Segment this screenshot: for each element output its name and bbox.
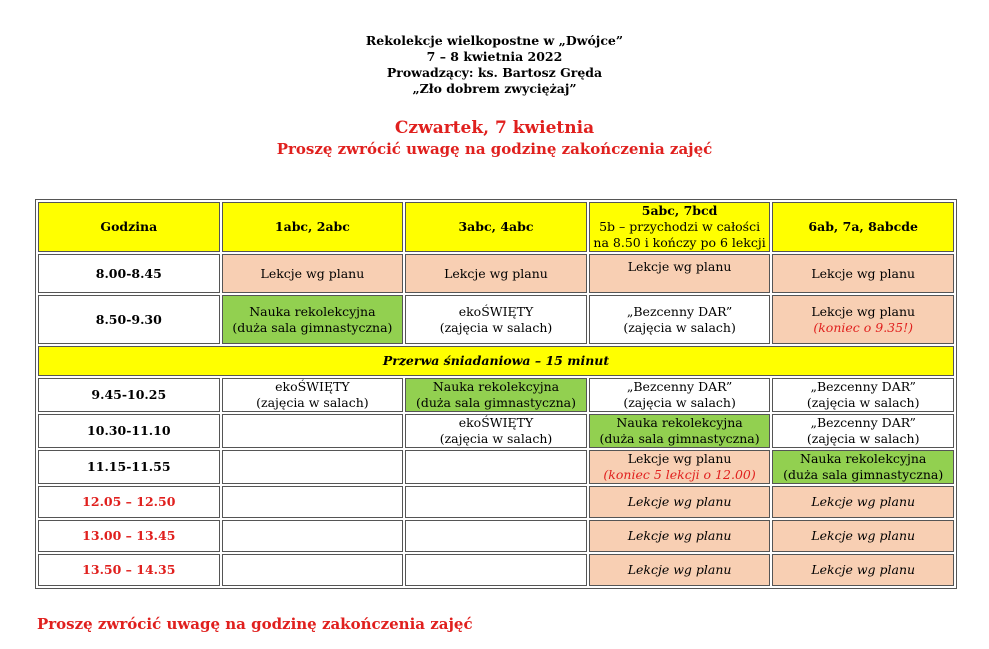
empty-cell <box>222 554 404 586</box>
lesson-cell: Lekcje wg planu <box>772 520 954 552</box>
break-row <box>38 346 954 376</box>
table-row <box>38 295 954 344</box>
table-row <box>38 486 954 518</box>
header-col3-classes: 5abc, 7bcd <box>641 203 718 218</box>
empty-cell <box>405 486 587 518</box>
lesson-cell: Lekcje wg planu <box>589 486 771 518</box>
time-cell: 8.00-8.45 <box>38 254 220 293</box>
activity-cell <box>405 295 587 344</box>
time-cell: 11.15-11.55 <box>38 450 220 484</box>
empty-cell <box>405 554 587 586</box>
table-row <box>38 450 954 484</box>
lesson-cell <box>772 295 954 344</box>
day-note: Proszę zwrócić uwagę na godzinę zakończenia zajęć <box>276 140 713 158</box>
cell-line: ekoŚWIĘTY <box>458 415 534 430</box>
table-row <box>38 254 954 293</box>
break-cell: Przerwa śniadaniowa – 15 minut <box>38 346 954 376</box>
retreat-cell <box>222 295 404 344</box>
retreat-cell <box>405 378 587 412</box>
header-time: Godzina <box>38 202 220 252</box>
end-time-note: (koniec o 9.35!) <box>813 319 913 335</box>
empty-cell <box>222 520 404 552</box>
table-row <box>38 378 954 412</box>
table-row <box>38 554 954 586</box>
cell-line: (duża sala gimnastyczna) <box>232 319 393 335</box>
cell-line: Nauka rekolekcyjna <box>800 451 927 466</box>
header-col1: 1abc, 2abc <box>222 202 404 252</box>
cell-line: (zajęcia w salach) <box>439 431 553 446</box>
time-cell: 8.50-9.30 <box>38 295 220 344</box>
empty-cell <box>405 520 587 552</box>
cell-line: „Bezcenny DAR” <box>810 415 916 430</box>
time-cell: 9.45-10.25 <box>38 378 220 412</box>
time-cell: 13.50 – 14.35 <box>38 554 220 586</box>
header-col4: 6ab, 7a, 8abcde <box>772 202 954 252</box>
cell-line: (zajęcia w salach) <box>256 395 369 410</box>
lesson-cell: Lekcje wg planu <box>772 486 954 518</box>
lesson-cell: Lekcje wg planu <box>405 254 587 293</box>
activity-cell <box>589 378 771 412</box>
time-cell: 10.30-11.10 <box>38 414 220 448</box>
footer-note: Proszę zwrócić uwagę na godzinę zakończenia zajęć <box>37 615 473 633</box>
cell-line: (zajęcia w salach) <box>439 319 553 335</box>
cell-line: „Bezcenny DAR” <box>810 379 916 394</box>
cell-line: Lekcje wg planu <box>811 303 916 319</box>
time-cell: 13.00 – 13.45 <box>38 520 220 552</box>
time-cell: 12.05 – 12.50 <box>38 486 220 518</box>
retreat-cell <box>772 450 954 484</box>
header-col3-note2: na 8.50 i kończy po 6 lekcji <box>593 235 766 250</box>
lesson-cell: Lekcje wg planu <box>222 254 404 293</box>
cell-line: ekoŚWIĘTY <box>458 303 534 319</box>
retreat-motto: „Zło dobrem zwyciężaj” <box>412 81 577 96</box>
cell-line: „Bezcenny DAR” <box>626 303 733 319</box>
retreat-title: Rekolekcje wielkopostne w „Dwójce” <box>365 33 624 48</box>
schedule-table <box>35 199 957 589</box>
lesson-cell: Lekcje wg planu <box>772 554 954 586</box>
activity-cell <box>772 414 954 448</box>
cell-line: (duża sala gimnastyczna) <box>783 467 944 482</box>
empty-cell <box>405 450 587 484</box>
lesson-cell <box>589 450 771 484</box>
empty-cell <box>222 450 404 484</box>
empty-cell <box>222 486 404 518</box>
header-col2: 3abc, 4abc <box>405 202 587 252</box>
cell-line: (zajęcia w salach) <box>806 431 920 446</box>
cell-line: Lekcje wg planu <box>627 451 732 466</box>
lesson-cell: Lekcje wg planu <box>772 254 954 293</box>
retreat-leader: Prowadzący: ks. Bartosz Gręda <box>386 65 603 80</box>
lesson-cell: Lekcje wg planu <box>589 520 771 552</box>
lesson-cell: Lekcje wg planu <box>589 554 771 586</box>
day-title: Czwartek, 7 kwietnia <box>394 118 595 138</box>
table-row <box>38 520 954 552</box>
activity-cell <box>405 414 587 448</box>
document-header <box>0 33 989 97</box>
cell-line: Nauka rekolekcyjna <box>432 379 560 394</box>
cell-line: (zajęcia w salach) <box>806 395 920 410</box>
activity-cell <box>589 295 771 344</box>
activity-cell <box>222 378 404 412</box>
retreat-cell <box>589 414 771 448</box>
empty-cell <box>222 414 404 448</box>
cell-line: (zajęcia w salach) <box>623 319 736 335</box>
cell-line: (zajęcia w salach) <box>623 395 736 410</box>
cell-line: „Bezcenny DAR” <box>626 379 733 394</box>
table-row <box>38 414 954 448</box>
end-time-note: (koniec 5 lekcji o 12.00) <box>603 467 756 482</box>
cell-line: Nauka rekolekcyjna <box>249 303 376 319</box>
lesson-cell: Lekcje wg planu <box>589 254 771 293</box>
header-col3-note1: 5b – przychodzi w całości <box>599 219 761 234</box>
retreat-dates: 7 – 8 kwietnia 2022 <box>426 49 563 64</box>
cell-line: Nauka rekolekcyjna <box>616 415 743 430</box>
cell-line: (duża sala gimnastyczna) <box>415 395 577 410</box>
cell-line: ekoŚWIĘTY <box>275 379 350 394</box>
cell-line: (duża sala gimnastyczna) <box>599 431 760 446</box>
header-col3 <box>589 202 771 252</box>
activity-cell <box>772 378 954 412</box>
header-row <box>38 202 954 252</box>
